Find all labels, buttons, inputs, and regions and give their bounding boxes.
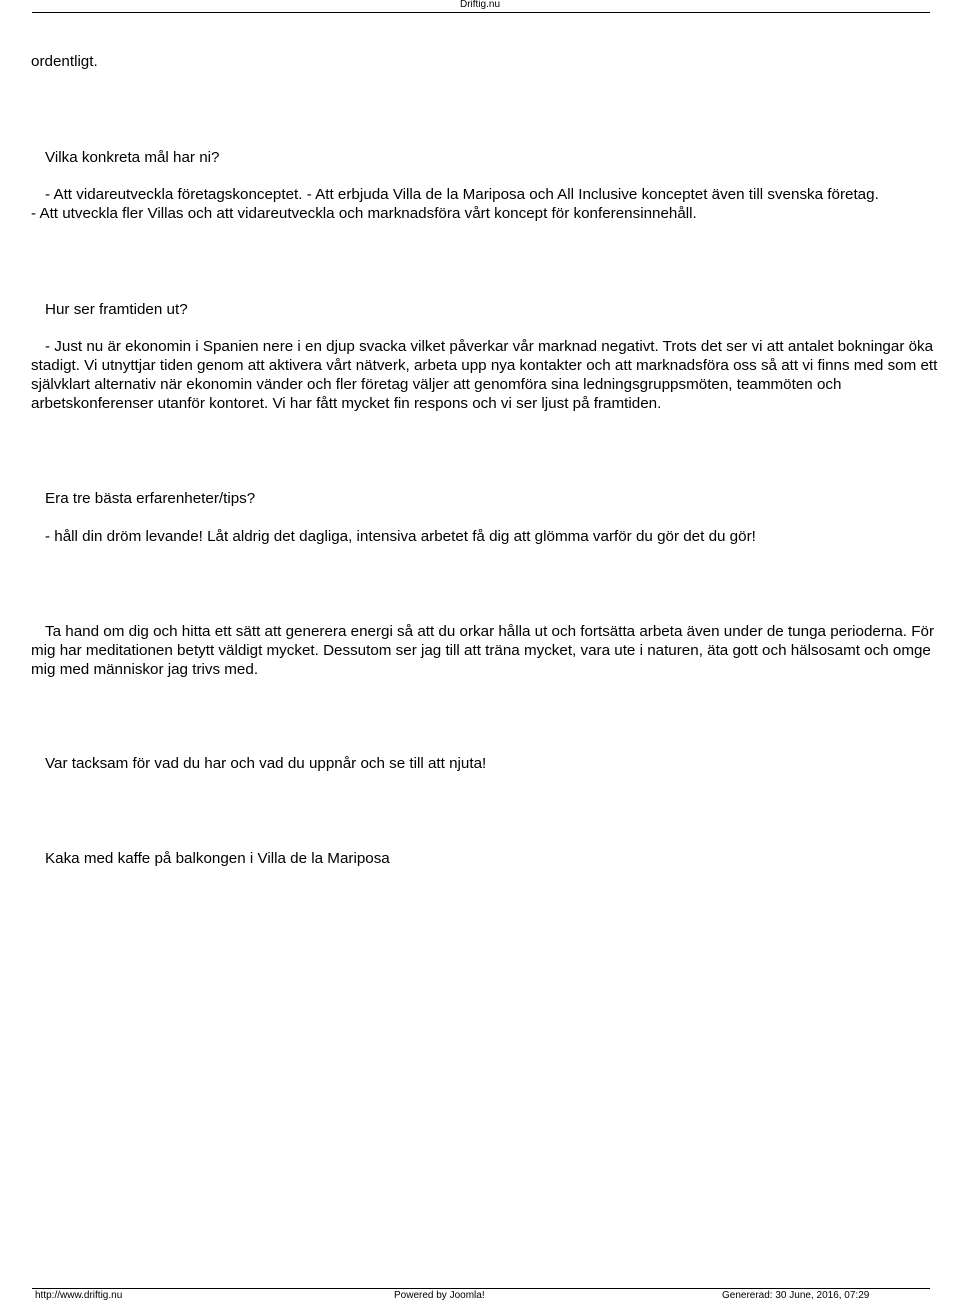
footer-divider — [32, 1288, 930, 1289]
question-future: Hur ser framtiden ut? — [45, 301, 188, 318]
intro-fragment: ordentligt. — [31, 53, 98, 70]
page-footer — [0, 1290, 960, 1302]
answer-goals-line-1: - Att vidareutveckla företagskonceptet. - Att erbjuda Villa de la Mariposa och All Inclusive konceptet även till svenska företag. — [45, 186, 879, 203]
answer-tip-3: Var tacksam för vad du har och vad du uppnår och se till att njuta! — [45, 755, 487, 772]
answer-future: - Just nu är ekonomin i Spanien nere i en djup svacka vilket påverkar vår marknad negativt. Trots det ser vi att antalet bokningar öka stadigt. Vi utnyttjar tiden genom att aktivera vårt nätverk, arbeta upp nya kontakter och att marknadsföra oss så att vi finns med som ett självklart alternativ när ekonomin vänder och fler företag väljer att genomföra sina ledningsgruppsmöten, teammöten och arbetskonferenser utanför kontoret. Vi har fått mycket fin respons och vi ser ljust på framtiden. — [31, 338, 938, 412]
answer-tip-2: Ta hand om dig och hitta ett sätt att generera energi så att du orkar hålla ut och fortsätta arbeta även under de tunga perioderna. För mig har meditationen betytt väldigt mycket. Dessutom ser jag till att träna mycket, vara ute i naturen, äta gott och hälsosamt och omge mig med människor jag trivs med. — [31, 623, 935, 678]
footer-url-link[interactable]: http://www.driftig.nu — [35, 1290, 123, 1301]
question-tips: Era tre bästa erfarenheter/tips? — [45, 490, 256, 507]
answer-goals-line-2: - Att utveckla fler Villas och att vidareutveckla och marknadsföra vårt koncept för konferensinnehåll. — [31, 205, 697, 222]
footer-powered-by: Powered by Joomla! — [394, 1290, 485, 1301]
question-goals: Vilka konkreta mål har ni? — [45, 149, 220, 166]
image-caption: Kaka med kaffe på balkongen i Villa de la Mariposa — [45, 850, 390, 867]
footer-generated-date: Genererad: 30 June, 2016, 07:29 — [722, 1290, 870, 1301]
site-name[interactable]: Driftig.nu — [459, 0, 500, 10]
answer-tip-1: - håll din dröm levande! Låt aldrig det dagliga, intensiva arbetet få dig att glömma varför du gör det du gör! — [45, 528, 756, 545]
header-divider — [32, 12, 930, 13]
